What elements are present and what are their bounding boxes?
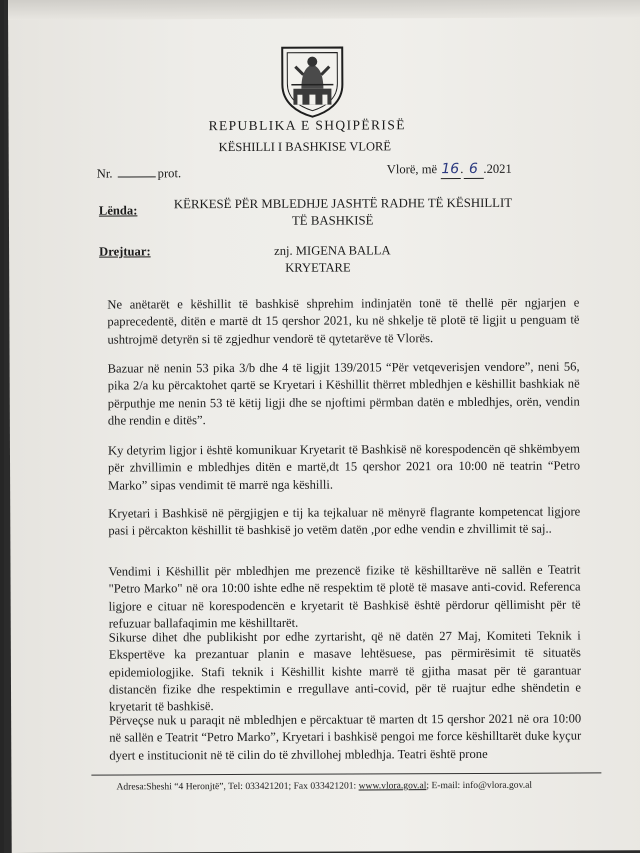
document-date: Vlorë, më 16. 6 .2021 [387, 161, 512, 180]
background-edge [0, 0, 4, 853]
addressee-name: znj. MIGENA BALLA [274, 243, 391, 258]
footer-website-link[interactable]: www.vlora.gov.al [358, 780, 427, 792]
addressee-label: Drejtuar: [99, 244, 151, 259]
addressee-role: KRYETARE [285, 260, 351, 275]
republic-heading: REPUBLIKA E SHQIPËRISË [208, 117, 406, 134]
footer-contacts [116, 780, 532, 793]
nr-blank [118, 176, 156, 177]
date-month: 6 [463, 161, 483, 179]
subject-label: Lënda: [98, 203, 138, 218]
footer-address: Adresa:Sheshi “4 Heronjtë”, Tel: 033421201; Fax 033421201: [116, 780, 359, 793]
body-paragraph-2: Bazuar në nenin 53 pika 3/b dhe 4 të ligjit 139/2015 “Për vetqeverisjen vendore”, neni 56, pika 2/a ku përcaktohet qartë se Kryetari i Këshillit thërret mbledhjen e këshillit bashkiak në përputhje me nenin 53 të këtij ligji dhe se njoftimi përmban datën e mbledhjes, orën, vendin dhe rendin e ditës”. [107, 359, 580, 428]
body-paragraph-7: Përveçse nuk u paraqit në mbledhjen e përcaktuar të marten dt 15 qershor 2021 në ora 10:00 në sallën e Teatrit “Petro Marko”, Kryetari i bashkisë pengoi me force këshilltarët duke kyçur dyert e institucionit në të cilin do të zhvillohej mbledhja. Teatri është prone [109, 711, 582, 763]
footer-divider [91, 772, 601, 775]
body-paragraph-5: Vendimi i Këshillit për mbledhjen me prezencë fizike të këshilltarëve në sallën e Teatrit "Petro Marko" në ora 10:00 ishte edhe në respektim të plotë të masave anti-covid. Referenca ligjore e cituar në korespodencën e kryetarit të Bashkisë është përdorur qëllimisht për të refuzuar ballafaqimin me këshilltarët. [108, 562, 581, 631]
footer-email: ; E-mail: info@vlora.gov.al [426, 779, 533, 792]
nr-label: Nr. [96, 166, 113, 181]
protocol-number [97, 165, 181, 183]
place-label: Vlorë, më [386, 162, 438, 177]
prot-label: prot. [157, 166, 182, 181]
page-fold-shadow [8, 0, 640, 20]
date-day: 16 [440, 161, 460, 179]
body-paragraph-3: Ky detyrim ligjor i është komunikuar Kryetarit të Bashkisë në korespodencën që shkëmbyem për zhvillimin e mbledhjes ditën e martë,dt 15 qershor 2021 ora 10:00 në teatrin “Petro Marko” sipas vendimit të marrë nga këshilli. [107, 441, 581, 493]
body-paragraph-1: Ne anëtarët e këshillit të bashkisë shprehim indinjatën tonë të thellë për ngjarjen e paprecedentë, ditën e martë dt 15 qershor 2021, ku në shkelje të plotë të ligjit u penguam të ushtrojmë detyrën si të zgjedhur vendorë të qytetarëve të Vlorës. [107, 295, 580, 347]
subject-line-1: KËRKESË PËR MBLEDHJE JASHTË RADHE TË KËSHILLIT [173, 195, 513, 212]
document-page [8, 0, 640, 853]
date-year: .2021 [483, 161, 512, 176]
council-heading: KËSHILLI I BASHKISE VLORË [218, 139, 392, 155]
vlora-coat-of-arms-icon [279, 45, 345, 119]
body-paragraph-6: Sikurse dihet dhe publikisht por edhe zyrtarisht, që në datën 27 Maj, Komiteti Teknik i Ekspertëve ka prezantuar planin e masave lehtësuese, pas përmirësimit të situatës epidemiologjike. Stafi teknik i Këshillit kishte marrë të gjitha masat për të garantuar distancën fizike dhe respektimin e rregullave anti-covid, për të ruajtur edhe shëndetin e kryetarit të bashkisë. [108, 628, 582, 714]
body-paragraph-4: Kryetari i Bashkisë në përgjigjen e tij ka tejkaluar në mënyrë flagrante kompetencat ligjore pasi i përcakton këshillit të bashkisë jo vetëm datën ,por edhe vendin e zhvillimit të saj.. [108, 504, 581, 538]
subject-line-2: TË BASHKISË [291, 213, 374, 228]
